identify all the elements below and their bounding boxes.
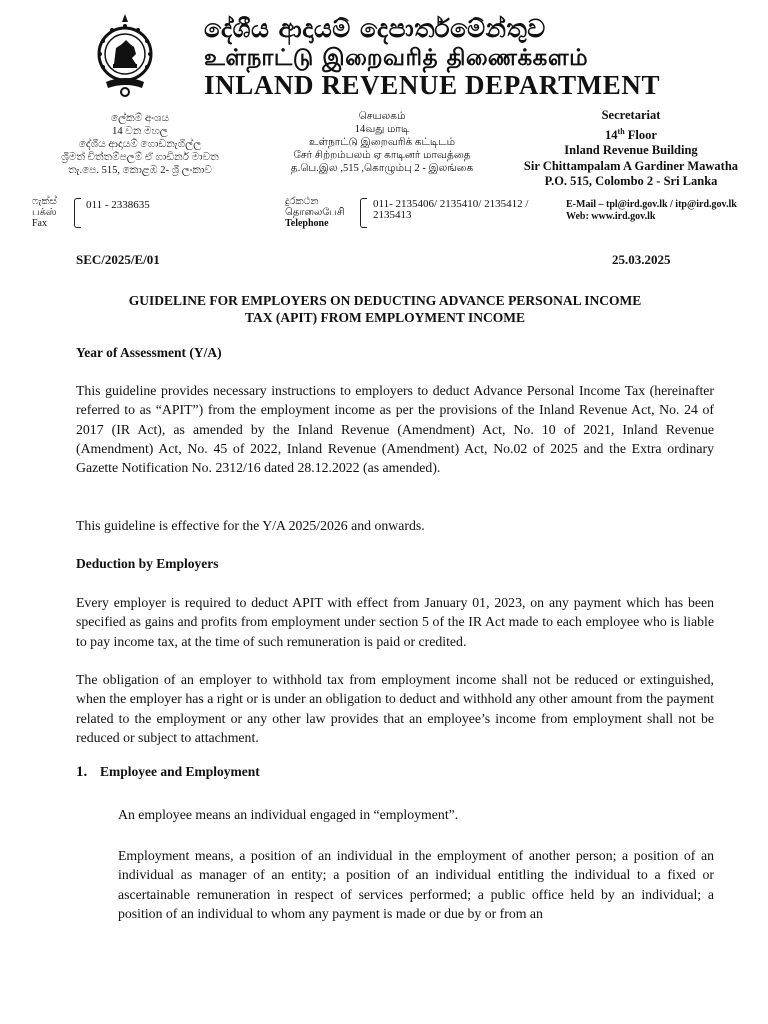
address-line: 14 වන මහල [112, 126, 168, 137]
department-title-english: INLAND REVENUE DEPARTMENT [204, 70, 661, 100]
address-sinhala [40, 112, 240, 177]
email-address: E-Mail – tpl@ird.gov.lk / itp@ird.gov.lk [566, 199, 737, 210]
address-tamil [272, 110, 492, 175]
address-line: Secretariat [601, 108, 661, 122]
fax-labels: ෆැක්ස් பக்ஸ் Fax [32, 196, 57, 229]
email-web-block [566, 199, 737, 223]
heading-year-of-assessment: Year of Assessment (Y/A) [76, 345, 222, 360]
address-line: දේශීය ආදායම් ගොඩනැගිල්ල [78, 139, 202, 150]
address-line: சேர் சிற்றம்பலம் ஏ காடினர் மாவத்தை [293, 150, 471, 161]
document-title: GUIDELINE FOR EMPLOYERS ON DEDUCTING ADVANCE PERSONAL INCOME TAX (APIT) FROM EMPLOYMENT INCOME [128, 293, 642, 325]
heading-employee-and-employment: 1. Employee and Employment [76, 764, 260, 780]
paragraph-intro: This guideline provides necessary instructions to employers to deduct Advance Personal Income Tax (hereinafter referred to as “APIT”) from the employment income as per the provisions of the Inland Revenue Act, No. 24 of 2017 (IR Act), as amended by the Inland Revenue (Amendment) Act, No. 10 of 2021, Inland Revenue (Amendment) Act, No. 45 of 2022, Inland Revenue (Amendment) Act, No.02 of 2025 and the Extra ordinary Gazette Notification No. 2312/16 dated 28.12.2022 (as amended). [76, 383, 714, 476]
address-line: உள்நாட்டு இறைவரிக் கட்டிடம் [308, 137, 456, 148]
address-line: Sir Chittampalam A Gardiner Mawatha [523, 158, 739, 173]
telephone-numbers: 011- 2135406/ 2135410/ 2135412 / 2135413 [373, 198, 529, 221]
department-title-sinhala: දේශීය ආදායම් දෙපාර්තමේන්තුව [204, 14, 546, 43]
address-line: ලේකම් අංශය [110, 113, 170, 124]
address-line: P.O. 515, Colombo 2 - Sri Lanka [544, 174, 718, 189]
web-address: Web: www.ird.gov.lk [566, 211, 656, 222]
telephone-labels: දුරකථන தொலைபேசி Telephone [285, 196, 345, 229]
fax-brace [74, 198, 81, 228]
heading-deduction-by-employers: Deduction by Employers [76, 556, 219, 571]
paragraph-employee-definition: An employee means an individual engaged in “employment”. [118, 807, 459, 822]
address-line: 14வது மாடி [354, 124, 410, 135]
address-line: த.பெ.இல ,515 ,கொழும்பு 2 - இலங்கை [290, 163, 474, 174]
fax-number: 011 - 2338635 [86, 199, 150, 211]
paragraph-employment-definition: Employment means, a position of an individual in the employment of another person; a position of an individual as manager of an entity; a position of an individual entitling the individual to a fixed or ascertainable remuneration in respect of services performed; a public office held by an individual; a position of an individual to whom any payment is made or due by or from an [118, 848, 714, 921]
address-line: செயலகம் [358, 111, 406, 122]
paragraph-deduction: Every employer is required to deduct APIT with effect from January 01, 2023, on any payment which has been specified as gains and profits from employment under section 5 of the IR Act made to each employee who is liable to pay income tax, at the time of such remuneration is paid or credited. [76, 595, 714, 649]
reference-number: SEC/2025/E/01 [76, 252, 160, 267]
paragraph-effective: This guideline is effective for the Y/A 2025/2026 and onwards. [76, 518, 425, 533]
telephone-brace [360, 198, 367, 228]
department-title-tamil: உள்நாட்டு இறைவரித் திணைக்களம் [204, 45, 589, 71]
address-line-floor: 14th Floor [605, 126, 657, 142]
paragraph-obligation: The obligation of an employer to withhold tax from employment income shall not be reduced or extinguished, when the employer has a right or is under an obligation to deduct and withhold any other amount from the payment related to the employment or any other law provides that an employee’s income from employment shall not be reduced or subject to attachment. [76, 672, 714, 745]
sri-lanka-emblem-icon [94, 14, 156, 100]
document-date: 25.03.2025 [612, 252, 671, 267]
address-line: Inland Revenue Building [564, 143, 698, 158]
address-line: ශ්‍රීමත් චිත්තම්පලම් ඒ ගාඩිනර් මාවත [61, 152, 219, 163]
address-english [500, 108, 762, 190]
address-line: තැ.පෙ. 515, කොළඹ 2- ශ්‍රී ලංකාව [68, 165, 212, 176]
